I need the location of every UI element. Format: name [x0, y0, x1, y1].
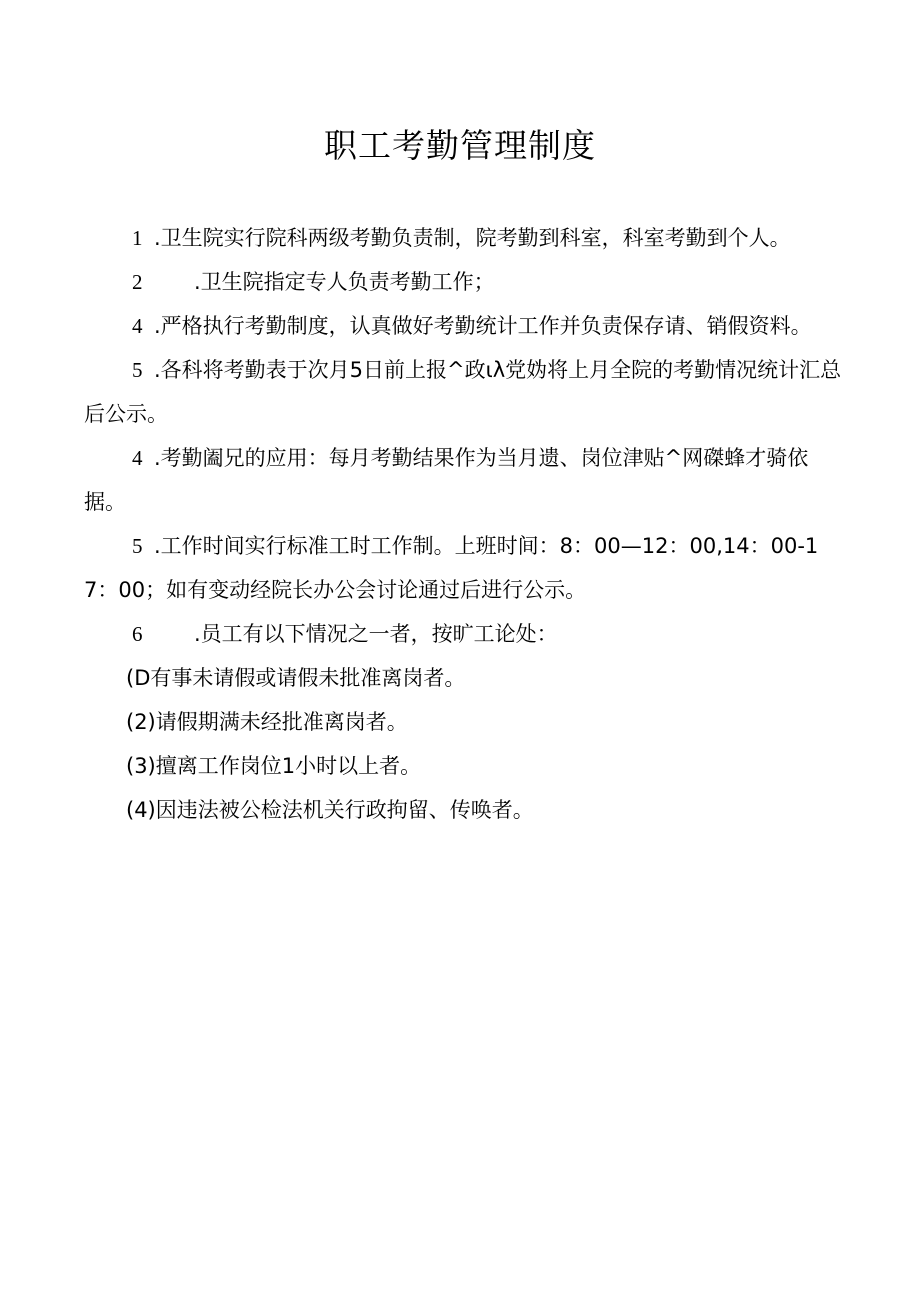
paragraph-text: .各科将考勤表于次月5日前上报^政ιλ党妫将上月全院的考勤情况统计汇总后公示。 [84, 358, 842, 426]
paragraph-5 [84, 436, 844, 524]
paragraph-text: .卫生院实行院科两级考勤负责制，院考勤到科室，科室考勤到个人。 [154, 226, 791, 250]
paragraph-text: .员工有以下情况之一者，按旷工论处： [194, 622, 558, 646]
paragraph-text: .考勤阖兄的应用：每月考勤结果作为当月遗、岗位津贴^网磔蜂才骑依据。 [84, 446, 809, 514]
paragraph-number: 5 [132, 358, 143, 382]
document-body [84, 216, 844, 832]
paragraph-number: 2 [132, 270, 143, 294]
document-title: 职工考勤管理制度 [324, 126, 596, 165]
paragraph-1 [84, 216, 844, 260]
paragraph-7 [84, 612, 844, 656]
paragraph-text: .卫生院指定专人负责考勤工作； [194, 270, 495, 294]
paragraph-3 [84, 304, 844, 348]
paragraph-4 [84, 348, 844, 436]
paragraph-number: 4 [132, 446, 143, 470]
paragraph-number: 4 [132, 314, 143, 338]
list-item-1: (D有事未请假或请假未批准离岗者。 [126, 666, 466, 690]
list-item-4: (4)因违法被公检法机关行政拘留、传唤者。 [126, 798, 534, 822]
paragraph-text: .严格执行考勤制度，认真做好考勤统计工作并负责保存请、销假资料。 [154, 314, 812, 338]
paragraph-2 [84, 260, 844, 304]
paragraph-number: 5 [132, 534, 143, 558]
paragraph-text: .工作时间实行标准工时工作制。上班时间：8：00—12：00,14：00-17：00；如有变动经院长办公会讨论通过后进行公示。 [84, 534, 819, 602]
list-item-2: (2)请假期满未经批准离岗者。 [126, 710, 408, 734]
paragraph-number: 6 [132, 622, 143, 646]
paragraph-6 [84, 524, 844, 612]
list-item-3: (3)擅离工作岗位1小时以上者。 [126, 754, 422, 778]
paragraph-number: 1 [132, 226, 143, 250]
